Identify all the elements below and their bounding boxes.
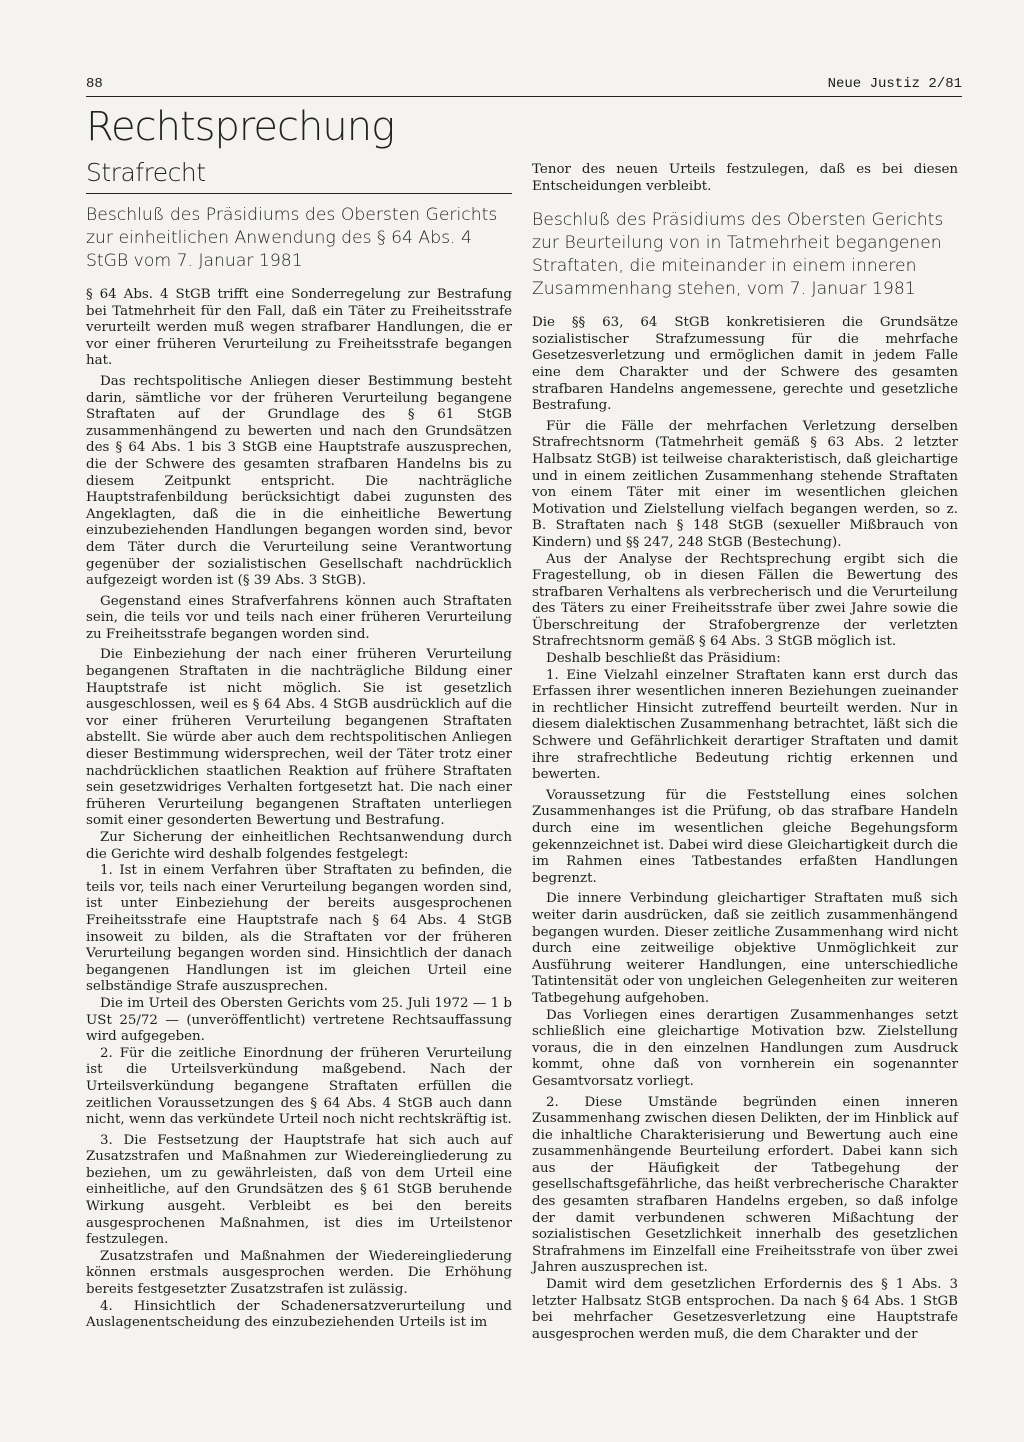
- section-title: Strafrecht: [86, 158, 206, 187]
- right-paragraph: Die §§ 63, 64 StGB konkretisieren die Grundsätze sozialistischer Strafzumessung für die mehrfache Gesetzesverletzung und ermöglichen damit in jedem Falle eine dem Charakter und der Schwere des gesamten strafbaren Handelns angemessene, gerechte und gesetzliche Bestrafung.: [532, 315, 958, 414]
- right-column: [532, 162, 958, 1343]
- left-paragraph: 3. Die Festsetzung der Hauptstrafe hat sich auch auf Zusatzstrafen und Maßnahmen zur Wiedereingliederung zu beziehen, um zu gewährleisten, daß von dem Urteil eine einheitliche, auf den Grundsätzen des § 61 StGB beruhende Wirkung ausgeht. Verbleibt es bei den bereits ausgesprochenen Maßnahmen, ist dies im Urteilstenor festzulegen.: [86, 1132, 512, 1248]
- section-rule: [86, 193, 512, 194]
- left-paragraph: 4. Hinsichtlich der Schadenersatzverurteilung und Auslagenentscheidung des einzubeziehenden Urteils ist im: [86, 1298, 512, 1331]
- right-paragraph: Aus der Analyse der Rechtsprechung ergibt sich die Fragestellung, ob in diesen Fällen die Bewertung des strafbaren Verhaltens als verbrecherisch und die Verurteilung des Täters zu einer Freiheitsstrafe über zwei Jahre sowie die Überschreitung der Strafobergrenze der verletzten Strafrechtsnorm gemäß § 64 Abs. 3 StGB möglich ist.: [532, 551, 958, 650]
- left-paragraph: Die im Urteil des Obersten Gerichts vom 25. Juli 1972 — 1 b USt 25/72 — (unveröffentlicht) vertretene Rechtsauffassung wird aufgegeben.: [86, 995, 512, 1045]
- left-decision-heading: Beschluß des Präsidiums des Obersten Gerichts zur einheitlichen Anwendung des § 64 Abs. 4 StGB vom 7. Januar 1981: [86, 205, 498, 271]
- page-number: 88: [86, 76, 103, 92]
- left-paragraph: Gegenstand eines Strafverfahrens können auch Straftaten sein, die teils vor und teils nach einer früheren Verurteilung zu Freiheitsstrafe begangen worden sind.: [86, 593, 512, 642]
- left-paragraph: Das rechtspolitische Anliegen dieser Bestimmung besteht darin, sämtliche vor der früheren Verurteilung begangene Straftaten auf der Grundlage des § 61 StGB zusammenhängend zu bewerten und nach den Grundsätzen des § 64 Abs. 1 bis 3 StGB eine Hauptstrafe auszusprechen, die der Schwere des gesamten strafbaren Handelns bis zu diesem Zeitpunkt entspricht. Die nachträgliche Hauptstrafenbildung berücksichtigt dabei zugunsten des Angeklagten, daß die in die einheitliche Bewertung einzubeziehenden Handlungen begangen worden sind, bevor dem Täter durch die Verurteilung seine Verantwortung gegenüber der sozialistischen Gesellschaft nachdrücklich aufgezeigt worden ist (§ 39 Abs. 3 StGB).: [86, 373, 512, 589]
- right-paragraph: Das Vorliegen eines derartigen Zusammenhanges setzt schließlich eine gleichartige Motivation bzw. Zielstellung voraus, die in den einzelnen Handlungen zum Ausdruck kommt, ohne daß von vornherein ein sogenannter Gesamtvorsatz vorliegt.: [532, 1007, 958, 1089]
- left-paragraph: Zusatzstrafen und Maßnahmen der Wiedereingliederung können erstmals ausgesprochen werden. Die Erhöhung bereits festgesetzter Zusatzstrafen ist zulässig.: [86, 1248, 512, 1298]
- right-paragraph: Damit wird dem gesetzlichen Erfordernis des § 1 Abs. 3 letzter Halbsatz StGB entsprochen. Da nach § 64 Abs. 1 StGB bei mehrfacher Gesetzesverletzung eine Hauptstrafe ausgesprochen werden muß, die dem Charakter und der: [532, 1277, 958, 1342]
- header-rule: [86, 96, 962, 97]
- left-paragraph: 1. Ist in einem Verfahren über Straftaten zu befinden, die teils vor, teils nach einer Verurteilung begangen worden sind, ist unter Einbeziehung der bereits ausgesprochenen Freiheitsstrafe eine Hauptstrafe nach § 64 Abs. 4 StGB insoweit zu bilden, als die Straftaten vor der früheren Verurteilung begangen worden sind. Hinsichtlich der danach begangenen Handlungen ist im gleichen Urteil eine selbständige Strafe auszusprechen.: [86, 863, 512, 995]
- right-paragraph: Für die Fälle der mehrfachen Verletzung derselben Strafrechtsnorm (Tatmehrheit gemäß § 63 Abs. 2 letzter Halbsatz StGB) ist teilweise charakteristisch, daß gleichartige und in einem zeitlichen Zusammenhang stehende Straftaten von einem Täter mit einer im wesentlichen gleichen Motivation und Zielstellung vielfach begangen werden, so z. B. Straftaten nach § 148 StGB (sexueller Mißbrauch von Kindern) und §§ 247, 248 StGB (Bestechung).: [532, 418, 958, 550]
- right-paragraph: Deshalb beschließt das Präsidium:: [546, 651, 781, 667]
- right-intro-paragraph: Tenor des neuen Urteils festzulegen, daß es bei diesen Entscheidungen verbleibt.: [532, 162, 958, 194]
- left-paragraph: § 64 Abs. 4 StGB trifft eine Sonderregelung zur Bestrafung bei Tatmehrheit für den Fall, daß ein Täter zu Freiheitsstrafe verurteilt werden muß wegen strafbarer Handlungen, die er vor einer früheren Verurteilung zu Freiheitsstrafe begangen hat.: [86, 287, 512, 369]
- right-paragraph: Die innere Verbindung gleichartiger Straftaten muß sich weiter darin ausdrücken, daß sie zeitlich zusammenhängend begangen wurden. Dieser zeitliche Zusammenhang wird nicht durch eine zeitweilige objektive Unmöglichkeit zur Ausführung weiterer Handlungen, eine unterschiedliche Tatintensität oder von ungleichen Gelegenheiten zur weiteren Tatbegehung aufgehoben.: [532, 891, 958, 1006]
- journal-issue: Neue Justiz 2/81: [827, 76, 962, 92]
- right-paragraph: 1. Eine Vielzahl einzelner Straftaten kann erst durch das Erfassen ihrer wesentlichen inneren Beziehungen zueinander in rechtlicher Hinsicht zutreffend beurteilt werden. Nur in diesem dialektischen Zusammenhang betrachtet, läßt sich die Schwere und Gefährlichkeit derartiger Straftaten und damit ihre strafrechtliche Bedeutung richtig erkennen und bewerten.: [532, 667, 958, 783]
- page-title: Rechtsprechung: [86, 104, 395, 150]
- right-decision-heading: Beschluß des Präsidiums des Obersten Gerichts zur Beurteilung von in Tatmehrheit begangenen Straftaten, die miteinander in einem inneren Zusammenhang stehen, vom 7. Januar 1981: [532, 210, 944, 300]
- right-paragraph: 2. Diese Umstände begründen einen inneren Zusammenhang zwischen diesen Delikten, der im Hinblick auf die inhaltliche Charakterisierung und Bewertung auch eine zusammenhängende Beurteilung erfordert. Dabei kann sich aus der Häufigkeit der Tatbegehung der gesellschaftsgefährliche, das heißt verbrecherische Charakter des gesamten strafbaren Handelns ergeben, so daß infolge der damit verbundenen schweren Mißachtung der sozialistischen Gesetzlichkeit innerhalb des gesetzlichen Strafrahmens im Einzelfall eine Freiheitsstrafe von über zwei Jahren auszusprechen ist.: [532, 1094, 958, 1276]
- left-paragraph: Zur Sicherung der einheitlichen Rechtsanwendung durch die Gerichte wird deshalb folgendes festgelegt:: [86, 830, 512, 862]
- right-paragraph: Voraussetzung für die Feststellung eines solchen Zusammenhanges ist die Prüfung, ob das strafbare Handeln durch eine im wesentlichen gleiche Begehungsform gekennzeichnet ist. Dabei wird diese Gleichartigkeit durch die im Rahmen eines Tatbestandes erfaßten Handlungen begrenzt.: [532, 787, 958, 886]
- left-column: [86, 158, 512, 1332]
- left-paragraph: Die Einbeziehung der nach einer früheren Verurteilung begangenen Straftaten in die nachträgliche Bildung einer Hauptstrafe ist nicht möglich. Sie ist gesetzlich ausgeschlossen, weil es § 64 Abs. 4 StGB ausdrücklich auf die vor einer früheren Verurteilung begangenen Straftaten abstellt. Sie würde aber auch dem rechtspolitischen Anliegen dieser Bestimmung widersprechen, weil der Täter trotz einer nachdrücklichen staatlichen Reaktion auf frühere Straftaten sein gesetzwidriges Verhalten fortgesetzt hat. Die nach einer früheren Verurteilung begangenen Straftaten unterliegen somit einer gesonderten Bewertung und Bestrafung.: [86, 647, 512, 829]
- left-paragraph: 2. Für die zeitliche Einordnung der früheren Verurteilung ist die Urteilsverkündung maßgebend. Nach der Urteilsverkündung begangene Straftaten erfüllen die zeitlichen Voraussetzungen des § 64 Abs. 4 StGB auch dann nicht, wenn das verkündete Urteil noch nicht rechtskräftig ist.: [86, 1045, 512, 1128]
